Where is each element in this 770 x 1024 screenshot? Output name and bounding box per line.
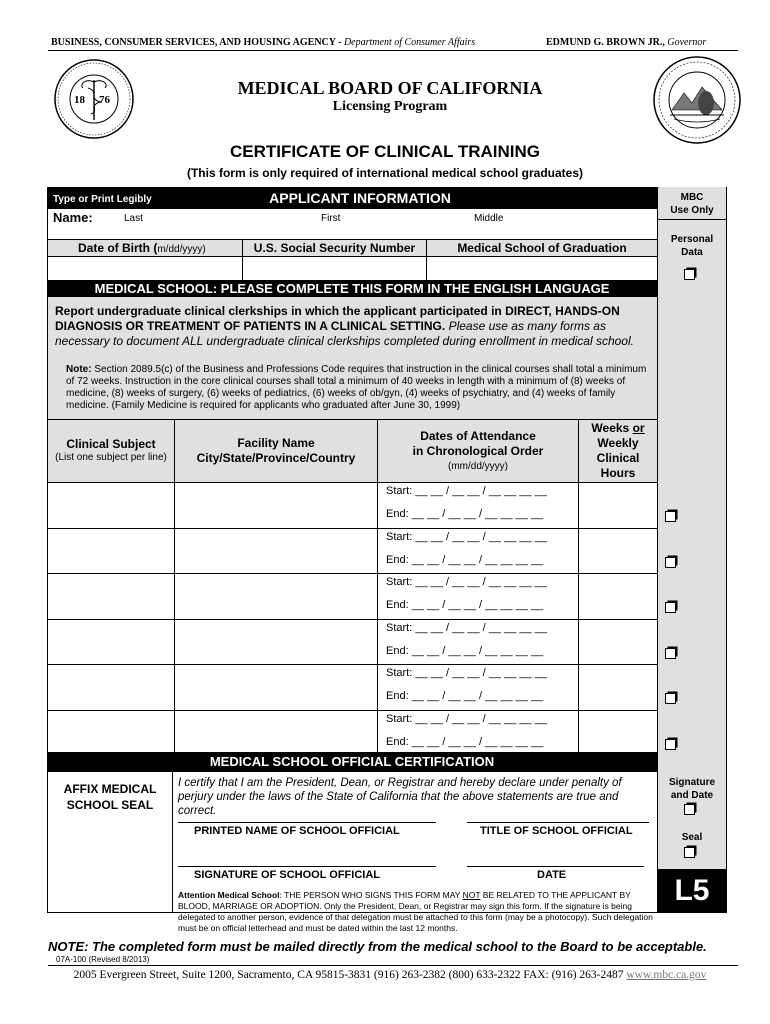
start-date-field[interactable]: [386, 576, 547, 588]
date-line: [467, 866, 644, 867]
sidebar-rule: [657, 219, 726, 220]
signature-date-checkbox[interactable]: [684, 804, 695, 815]
row-verified-checkbox[interactable]: [665, 602, 676, 613]
facility-field[interactable]: [175, 620, 377, 665]
personal-data-checkbox[interactable]: [684, 269, 695, 280]
last-name-label: Last: [124, 213, 143, 224]
start-date-field[interactable]: [386, 485, 547, 497]
affix-b: SCHOOL SEAL: [66, 798, 154, 812]
title-field[interactable]: [467, 806, 649, 821]
seal-label: Seal: [681, 832, 703, 843]
title-official-label: TITLE OF SCHOOL OFFICIAL: [480, 825, 633, 837]
end-label: End:: [386, 690, 409, 702]
medical-school-bar: MEDICAL SCHOOL: PLEASE COMPLETE THIS FORM IN THE ENGLISH LANGUAGE: [47, 280, 657, 297]
end-date-blank: __ __ / __ __ / __ __ __ __: [411, 690, 544, 702]
col-facility-b: City/State/Province/Country: [196, 451, 356, 465]
attention-a: : THE PERSON WHO SIGNS THIS FORM MAY: [279, 890, 463, 900]
facility-field[interactable]: [175, 574, 377, 619]
form-title: CERTIFICATE OF CLINICAL TRAINING: [229, 142, 541, 161]
certification-bar: MEDICAL SCHOOL OFFICIAL CERTIFICATION: [47, 752, 657, 772]
governor-title: Governor: [667, 37, 707, 48]
weeks-field[interactable]: [579, 483, 657, 528]
agency-line: [51, 37, 475, 48]
start-date-field[interactable]: [386, 531, 547, 543]
dob-format: m/dd/yyyy): [157, 244, 206, 255]
signature-field[interactable]: [178, 848, 436, 865]
use-only-label: Use Only: [670, 205, 714, 216]
facility-field[interactable]: [175, 529, 377, 574]
dob-field[interactable]: [48, 257, 241, 279]
governor-name: EDMUND G. BROWN JR.,: [546, 37, 665, 48]
start-label: Start:: [386, 667, 413, 679]
start-date-blank: __ __ / __ __ / __ __ __ __: [415, 485, 547, 497]
start-date-field[interactable]: [386, 713, 547, 725]
col-facility: [175, 436, 377, 466]
start-date-blank: __ __ / __ __ / __ __ __ __: [415, 530, 547, 543]
col-clinical-subject: Clinical Subject: [66, 437, 156, 451]
dob-label: [78, 241, 206, 255]
end-date-field[interactable]: [386, 599, 543, 611]
end-date-blank: __ __ / __ __ / __ __ __ __: [411, 553, 544, 566]
weeks-field[interactable]: [579, 574, 657, 619]
start-date-blank: __ __ / __ __ / __ __ __ __: [415, 667, 547, 679]
great-seal-of-california-logo: [652, 55, 742, 145]
name-field[interactable]: [47, 224, 657, 238]
end-date-blank: __ __ / __ __ / __ __ __ __: [411, 599, 544, 611]
form-code-badge: L5: [658, 869, 726, 913]
col-weeks-c: Clinical: [596, 451, 640, 465]
row-verified-checkbox[interactable]: [665, 739, 676, 750]
end-date-field[interactable]: [386, 508, 543, 520]
col-weeks-d: Hours: [600, 466, 636, 480]
school-field[interactable]: [427, 257, 656, 279]
clinical-subject-field[interactable]: [48, 665, 174, 710]
mbc-label: MBC: [680, 192, 704, 203]
clinical-subject-field[interactable]: [48, 620, 174, 665]
type-print-label: Type or Print Legibly: [53, 194, 152, 205]
col-weeks-a: Weeks: [591, 421, 630, 435]
signature-label-side: Signature: [668, 777, 716, 788]
facility-field[interactable]: [175, 711, 377, 756]
start-date-blank: __ __ / __ __ / __ __ __ __: [415, 576, 547, 588]
seal-year-left: 18: [74, 94, 85, 106]
title-line: [467, 822, 649, 823]
seal-checkbox[interactable]: [684, 847, 695, 858]
date-label: DATE: [537, 869, 567, 881]
end-label: End:: [386, 735, 409, 748]
program-name: Licensing Program: [332, 99, 448, 114]
col-facility-a: Facility Name: [237, 436, 315, 450]
end-date-field[interactable]: [386, 554, 543, 566]
instruction-text: [55, 304, 655, 349]
col-dates-a: Dates of Attendance: [420, 429, 536, 443]
form-subtitle: (This form is only required of international medical school graduates): [186, 166, 584, 180]
and-date-label: and Date: [670, 790, 714, 801]
medical-board-seal-logo: [53, 58, 135, 140]
end-date-blank: __ __ / __ __ / __ __ __ __: [411, 508, 544, 520]
end-date-blank: __ __ / __ __ / __ __ __ __: [411, 644, 544, 657]
certification-statement: I certify that I am the President, Dean, or Registrar and hereby declare under penalty of perjury under the laws of the State of California that the above statements are true and correct.: [178, 777, 622, 817]
col-weeks-b: Weekly: [597, 436, 639, 450]
end-label: End:: [386, 553, 409, 566]
row-verified-checkbox[interactable]: [665, 557, 676, 568]
header-rule: [48, 50, 738, 51]
start-label: Start:: [386, 712, 413, 725]
ssn-field[interactable]: [243, 257, 425, 279]
weeks-field[interactable]: [579, 665, 657, 710]
agency-name: BUSINESS, CONSUMER SERVICES, AND HOUSING AGENCY -: [51, 37, 342, 48]
personal-data-label: [658, 233, 726, 259]
mbc-use-only-label: [658, 191, 726, 217]
dob-label-text: Date of Birth (: [78, 241, 158, 255]
middle-name-label: Middle: [474, 213, 504, 224]
col-clinical-subject-sub: (List one subject per line): [55, 452, 167, 463]
note-label: Note:: [66, 364, 92, 375]
weeks-field[interactable]: [579, 711, 657, 756]
board-name: MEDICAL BOARD OF CALIFORNIA: [237, 78, 543, 98]
footer-address: 2005 Evergreen Street, Suite 1200, Sacramento, CA 95815-3831 (916) 263-2382 (800) 633-2322 FAX: (916) 263-2487: [73, 969, 624, 981]
col-dates-b: in Chronological Order: [412, 444, 544, 458]
school-label: Medical School of Graduation: [457, 241, 627, 255]
note-body: Section 2089.5(c) of the Business and Professions Code requires that instruction in the clinical courses shall total a minimum of 72 weeks. Instruction in the core clinical courses shall total a minimum of 40 weeks in length with a minimum of (8) weeks of medicine, (8) weeks of surgery, (6) weeks of pediatrics, (6) weeks of ob/gyn, (4) weeks of psychiatry, and (4) weeks of family medicine. (Family Medicine is required for applicants who graduated after June 30, 1999): [66, 364, 647, 411]
col-dates-sub: (mm/dd/yyyy): [448, 461, 508, 472]
end-label: End:: [386, 644, 409, 657]
printed-name-label: PRINTED NAME OF SCHOOL OFFICIAL: [194, 825, 400, 837]
signature-date-label: [658, 776, 726, 802]
data-label: Data: [681, 247, 703, 258]
row-verified-checkbox[interactable]: [665, 693, 676, 704]
printed-name-line: [178, 822, 436, 823]
website-link[interactable]: www.mbc.ca.gov: [626, 969, 707, 981]
row-verified-checkbox[interactable]: [665, 511, 676, 522]
clinical-subject-field[interactable]: [48, 529, 174, 574]
form-number: 07A-100 (Revised 8/2013): [56, 955, 150, 964]
name-label: Name:: [53, 210, 93, 225]
end-date-field[interactable]: [386, 645, 543, 657]
start-label: Start:: [386, 530, 413, 543]
applicant-section-title: APPLICANT INFORMATION: [269, 190, 451, 206]
first-name-label: First: [321, 213, 341, 224]
governor-line: [546, 37, 706, 48]
instruction-bold: Report undergraduate clinical clerkships in which the applicant participated in DIRECT, HANDS-ON DIAGNOSIS OR TREATMENT OF PATIENTS IN A CLINICAL SETTING.: [55, 304, 620, 333]
start-date-field[interactable]: [386, 622, 547, 634]
department-name: Department of Consumer Affairs: [343, 37, 476, 48]
seal-year-right: 76: [99, 94, 110, 106]
start-date-blank: __ __ / __ __ / __ __ __ __: [415, 621, 547, 634]
signature-label: SIGNATURE OF SCHOOL OFFICIAL: [194, 869, 380, 881]
attention-b: BE RELATED TO THE APPLICANT BY BLOOD, MARRIAGE OR ADOPTION. Only the President, Dean, or Registrar may sign this form. If the signature is being delegated to another person, evidence of that delegation must be attached to this form (may be a photocopy). Such delegation must be on official letterhead and must be dated within the last 12 months.: [178, 890, 653, 933]
printed-name-field[interactable]: [178, 806, 436, 821]
signature-line: [178, 866, 436, 867]
instruction-italic: Please use as many forms as necessary to document ALL undergraduate clinical clerkships completed during enrollment in medical school.: [55, 319, 634, 348]
rule-affix: [172, 772, 173, 913]
clinical-subject-field[interactable]: [48, 574, 174, 619]
end-date-field[interactable]: [386, 736, 543, 748]
end-label: End:: [386, 599, 409, 611]
attention-not: NOT: [462, 890, 481, 900]
facility-field[interactable]: [175, 483, 377, 528]
start-label: Start:: [386, 485, 413, 497]
clinical-subject-field[interactable]: [48, 483, 174, 528]
weeks-field[interactable]: [579, 529, 657, 574]
note-text: [66, 364, 650, 412]
end-date-blank: __ __ / __ __ / __ __ __ __: [411, 735, 544, 748]
col-dates: [378, 429, 578, 474]
footer-note: NOTE: The completed form must be mailed directly from the medical school to the Board to be acceptable.: [48, 939, 707, 954]
footer-address-line: [40, 969, 740, 981]
weeks-field[interactable]: [579, 620, 657, 665]
clinical-subject-field[interactable]: [48, 711, 174, 756]
end-date-field[interactable]: [386, 690, 543, 702]
attention-label: Attention Medical School: [178, 890, 280, 900]
ssn-label: U.S. Social Security Number: [253, 241, 416, 255]
footer-rule: [48, 965, 738, 966]
end-label: End:: [386, 508, 409, 520]
start-date-blank: __ __ / __ __ / __ __ __ __: [415, 712, 547, 725]
affix-a: AFFIX MEDICAL: [63, 782, 157, 796]
col-weeks-or: or: [632, 421, 645, 435]
row-verified-checkbox[interactable]: [665, 648, 676, 659]
facility-field[interactable]: [175, 665, 377, 710]
seal-area[interactable]: [48, 773, 172, 912]
date-field[interactable]: [467, 848, 644, 865]
start-label: Start:: [386, 621, 413, 634]
personal-label: Personal: [670, 234, 714, 245]
start-label: Start:: [386, 576, 413, 588]
col-weeks: [579, 421, 657, 481]
start-date-field[interactable]: [386, 667, 547, 679]
attention-note: [178, 890, 653, 934]
